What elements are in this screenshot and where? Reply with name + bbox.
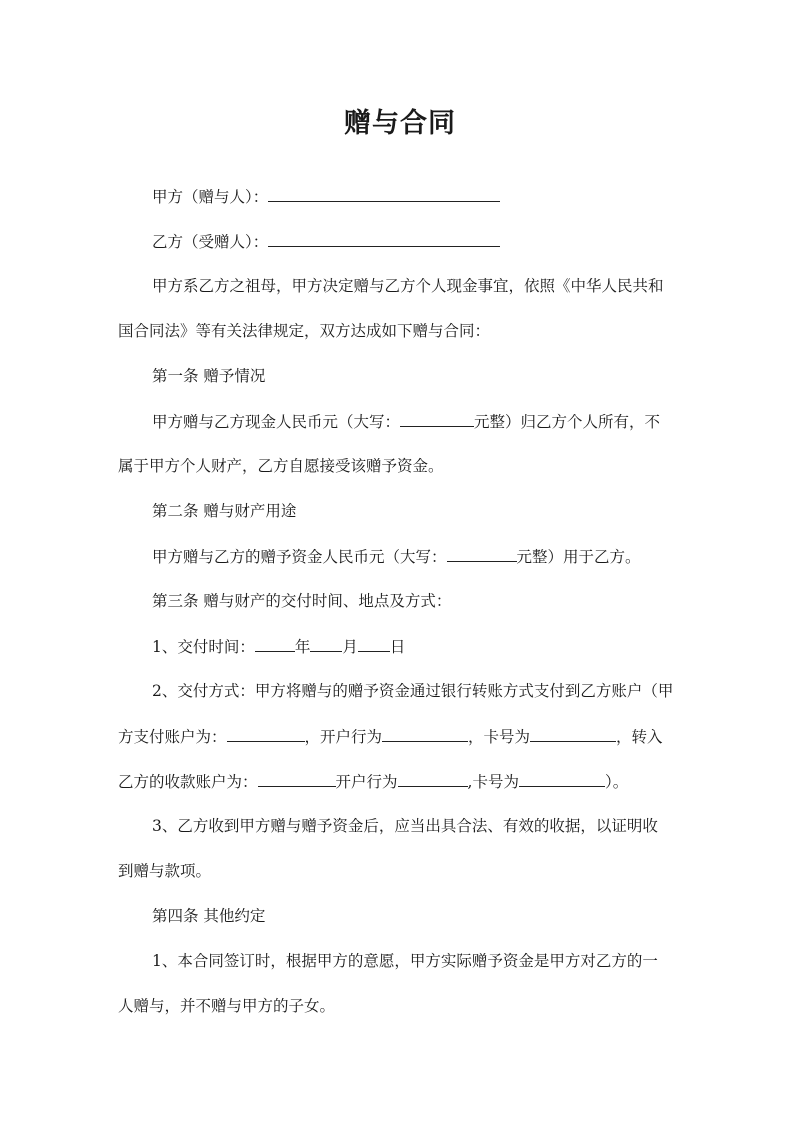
payee-card-label: ,卡号为	[467, 773, 519, 791]
year-label: 年	[294, 638, 311, 656]
article2-text-after: 元整）用于乙方。	[516, 548, 641, 566]
intro-paragraph-line1: 甲方系乙方之祖母，甲方决定赠与乙方个人现金事宜，依照《中华人民共和	[152, 277, 664, 295]
day-label: 日	[389, 638, 406, 656]
payee-bank-blank[interactable]	[398, 769, 468, 787]
article1-paragraph-line1	[152, 409, 660, 434]
payer-bank-blank[interactable]	[382, 724, 468, 742]
party-a-name-blank[interactable]	[268, 184, 500, 202]
article2-paragraph	[152, 544, 641, 569]
delivery-method-line1: 2、交付方式：甲方将赠与的赠予资金通过银行转账方式支付到乙方账户（甲	[152, 682, 674, 700]
payee-card-blank[interactable]	[519, 769, 605, 787]
payer-card-blank[interactable]	[530, 724, 616, 742]
party-a-line	[152, 184, 500, 209]
article1-paragraph-line2: 属于甲方个人财产，乙方自愿接受该赠予资金。	[118, 457, 444, 475]
article3-heading: 第三条 赠与财产的交付时间、地点及方式：	[152, 592, 452, 610]
closing-paren: ）。	[604, 773, 629, 791]
party-a-label: 甲方（赠与人）：	[152, 188, 269, 206]
article1-text-before: 甲方赠与乙方现金人民币元（大写：	[152, 413, 401, 431]
delivery-method-line3	[118, 769, 628, 794]
article2-amount-blank[interactable]	[447, 544, 517, 562]
article2-text-before: 甲方赠与乙方的赠予资金人民币元（大写：	[152, 548, 447, 566]
article1-heading: 第一条 赠予情况	[152, 367, 266, 385]
party-b-line	[152, 229, 500, 254]
article4-item1-line1: 1、本合同签订时，根据甲方的意愿，甲方实际赠予资金是甲方对乙方的一	[152, 952, 658, 970]
delivery-method-line2	[118, 724, 663, 749]
payer-account-label: 方支付账户为：	[118, 728, 227, 746]
payee-account-blank[interactable]	[258, 769, 336, 787]
article1-amount-blank[interactable]	[400, 409, 474, 427]
payer-account-blank[interactable]	[227, 724, 305, 742]
article4-heading: 第四条 其他约定	[152, 907, 266, 925]
month-label: 月	[342, 638, 358, 656]
payee-account-label: 乙方的收款账户为：	[118, 773, 258, 791]
day-blank[interactable]	[358, 634, 390, 652]
payee-bank-label: 开户行为	[335, 773, 398, 791]
month-blank[interactable]	[310, 634, 342, 652]
transfer-in-label: ，转入	[616, 728, 663, 746]
article4-item1-line2: 人赠与，并不赠与甲方的子女。	[118, 997, 336, 1015]
article1-text-after: 元整）归乙方个人所有，不	[474, 413, 661, 431]
payer-card-label: ，卡号为	[468, 728, 531, 746]
intro-paragraph-line2: 国合同法》等有关法律规定，双方达成如下赠与合同：	[118, 322, 491, 340]
payer-bank-label: ，开户行为	[304, 728, 383, 746]
receipt-line2: 到赠与款项。	[118, 862, 212, 880]
party-b-label: 乙方（受赠人）：	[152, 233, 269, 251]
party-b-name-blank[interactable]	[268, 229, 500, 247]
delivery-time-line	[152, 634, 405, 659]
article2-heading: 第二条 赠与财产用途	[152, 502, 297, 520]
delivery-time-label: 1、交付时间：	[152, 638, 255, 656]
year-blank[interactable]	[255, 634, 295, 652]
document-title: 赠与合同	[344, 108, 456, 139]
receipt-line1: 3、乙方收到甲方赠与赠予资金后，应当出具合法、有效的收据，以证明收	[152, 817, 658, 835]
